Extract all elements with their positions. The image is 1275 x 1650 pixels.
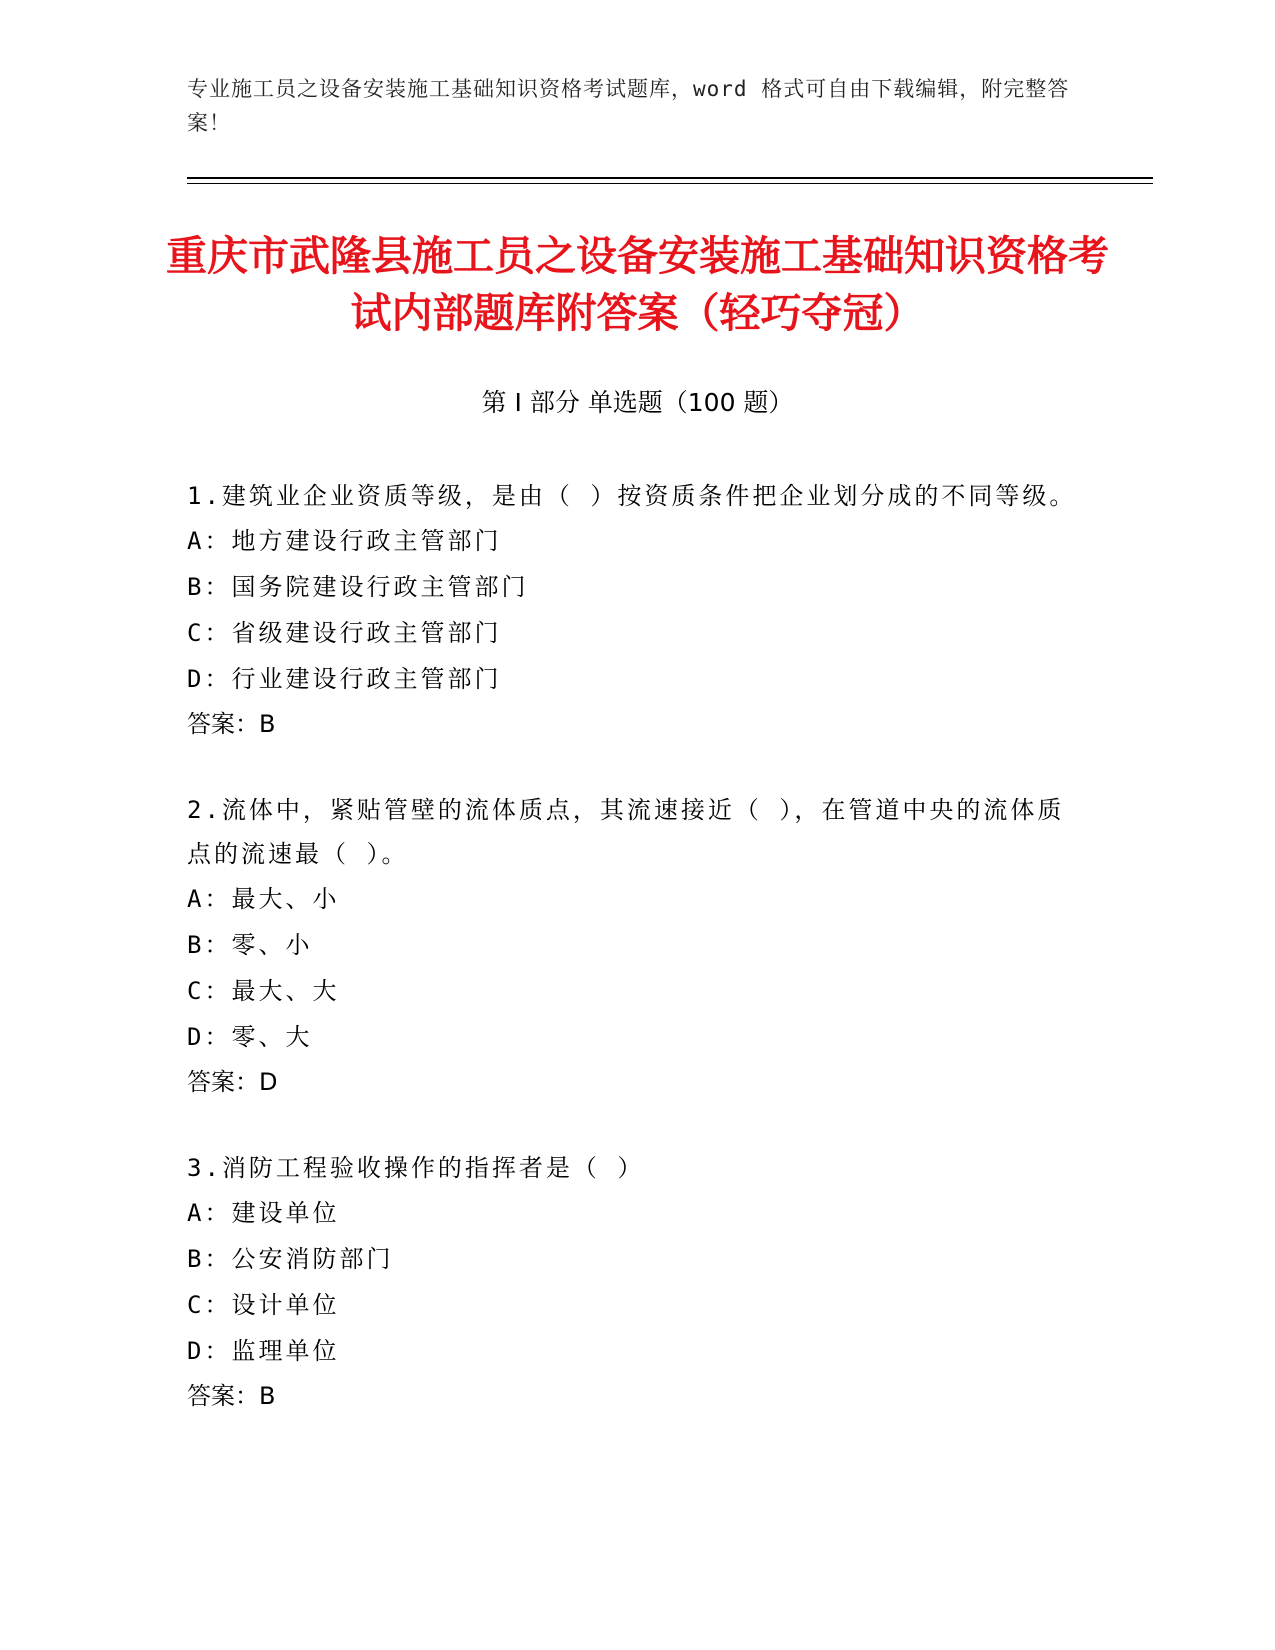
answer: 答案：B	[187, 710, 276, 738]
option-c: C：最大、大	[187, 977, 340, 1005]
question-2	[187, 788, 1087, 1104]
document-title: 重庆市武隆县施工员之设备安装施工基础知识资格考试内部题库附答案（轻巧夺冠）	[166, 232, 1109, 337]
option-c: C：省级建设行政主管部门	[187, 619, 502, 647]
option-a: A：建设单位	[187, 1199, 340, 1227]
header-note: 专业施工员之设备安装施工基础知识资格考试题库，word 格式可自由下载编辑，附完整答案！	[187, 77, 1070, 135]
option-d: D：监理单位	[187, 1337, 340, 1365]
option-c: C：设计单位	[187, 1291, 340, 1319]
option-a: A：地方建设行政主管部门	[187, 527, 502, 555]
question-stem: 2.流体中，紧贴管壁的流体质点，其流速接近（ ），在管道中央的流体质点的流速最（ ）。	[187, 796, 1065, 868]
question-stem: 3.消防工程验收操作的指挥者是（ ）	[187, 1154, 645, 1182]
question-list	[187, 474, 1087, 1460]
answer: 答案：D	[187, 1068, 278, 1096]
header-divider-thick	[187, 177, 1153, 179]
header-divider-thin	[187, 183, 1153, 184]
question-3	[187, 1146, 1087, 1418]
option-a: A：最大、小	[187, 885, 340, 913]
option-d: D：行业建设行政主管部门	[187, 665, 502, 693]
option-d: D：零、大	[187, 1023, 313, 1051]
option-b: B：零、小	[187, 931, 313, 959]
question-stem: 1.建筑业企业资质等级，是由（ ）按资质条件把企业划分成的不同等级。	[187, 482, 1077, 510]
question-1	[187, 474, 1087, 746]
option-b: B：国务院建设行政主管部门	[187, 573, 529, 601]
section-title: 第 I 部分 单选题（100 题）	[481, 388, 794, 417]
option-b: B：公安消防部门	[187, 1245, 394, 1273]
answer: 答案：B	[187, 1382, 276, 1410]
